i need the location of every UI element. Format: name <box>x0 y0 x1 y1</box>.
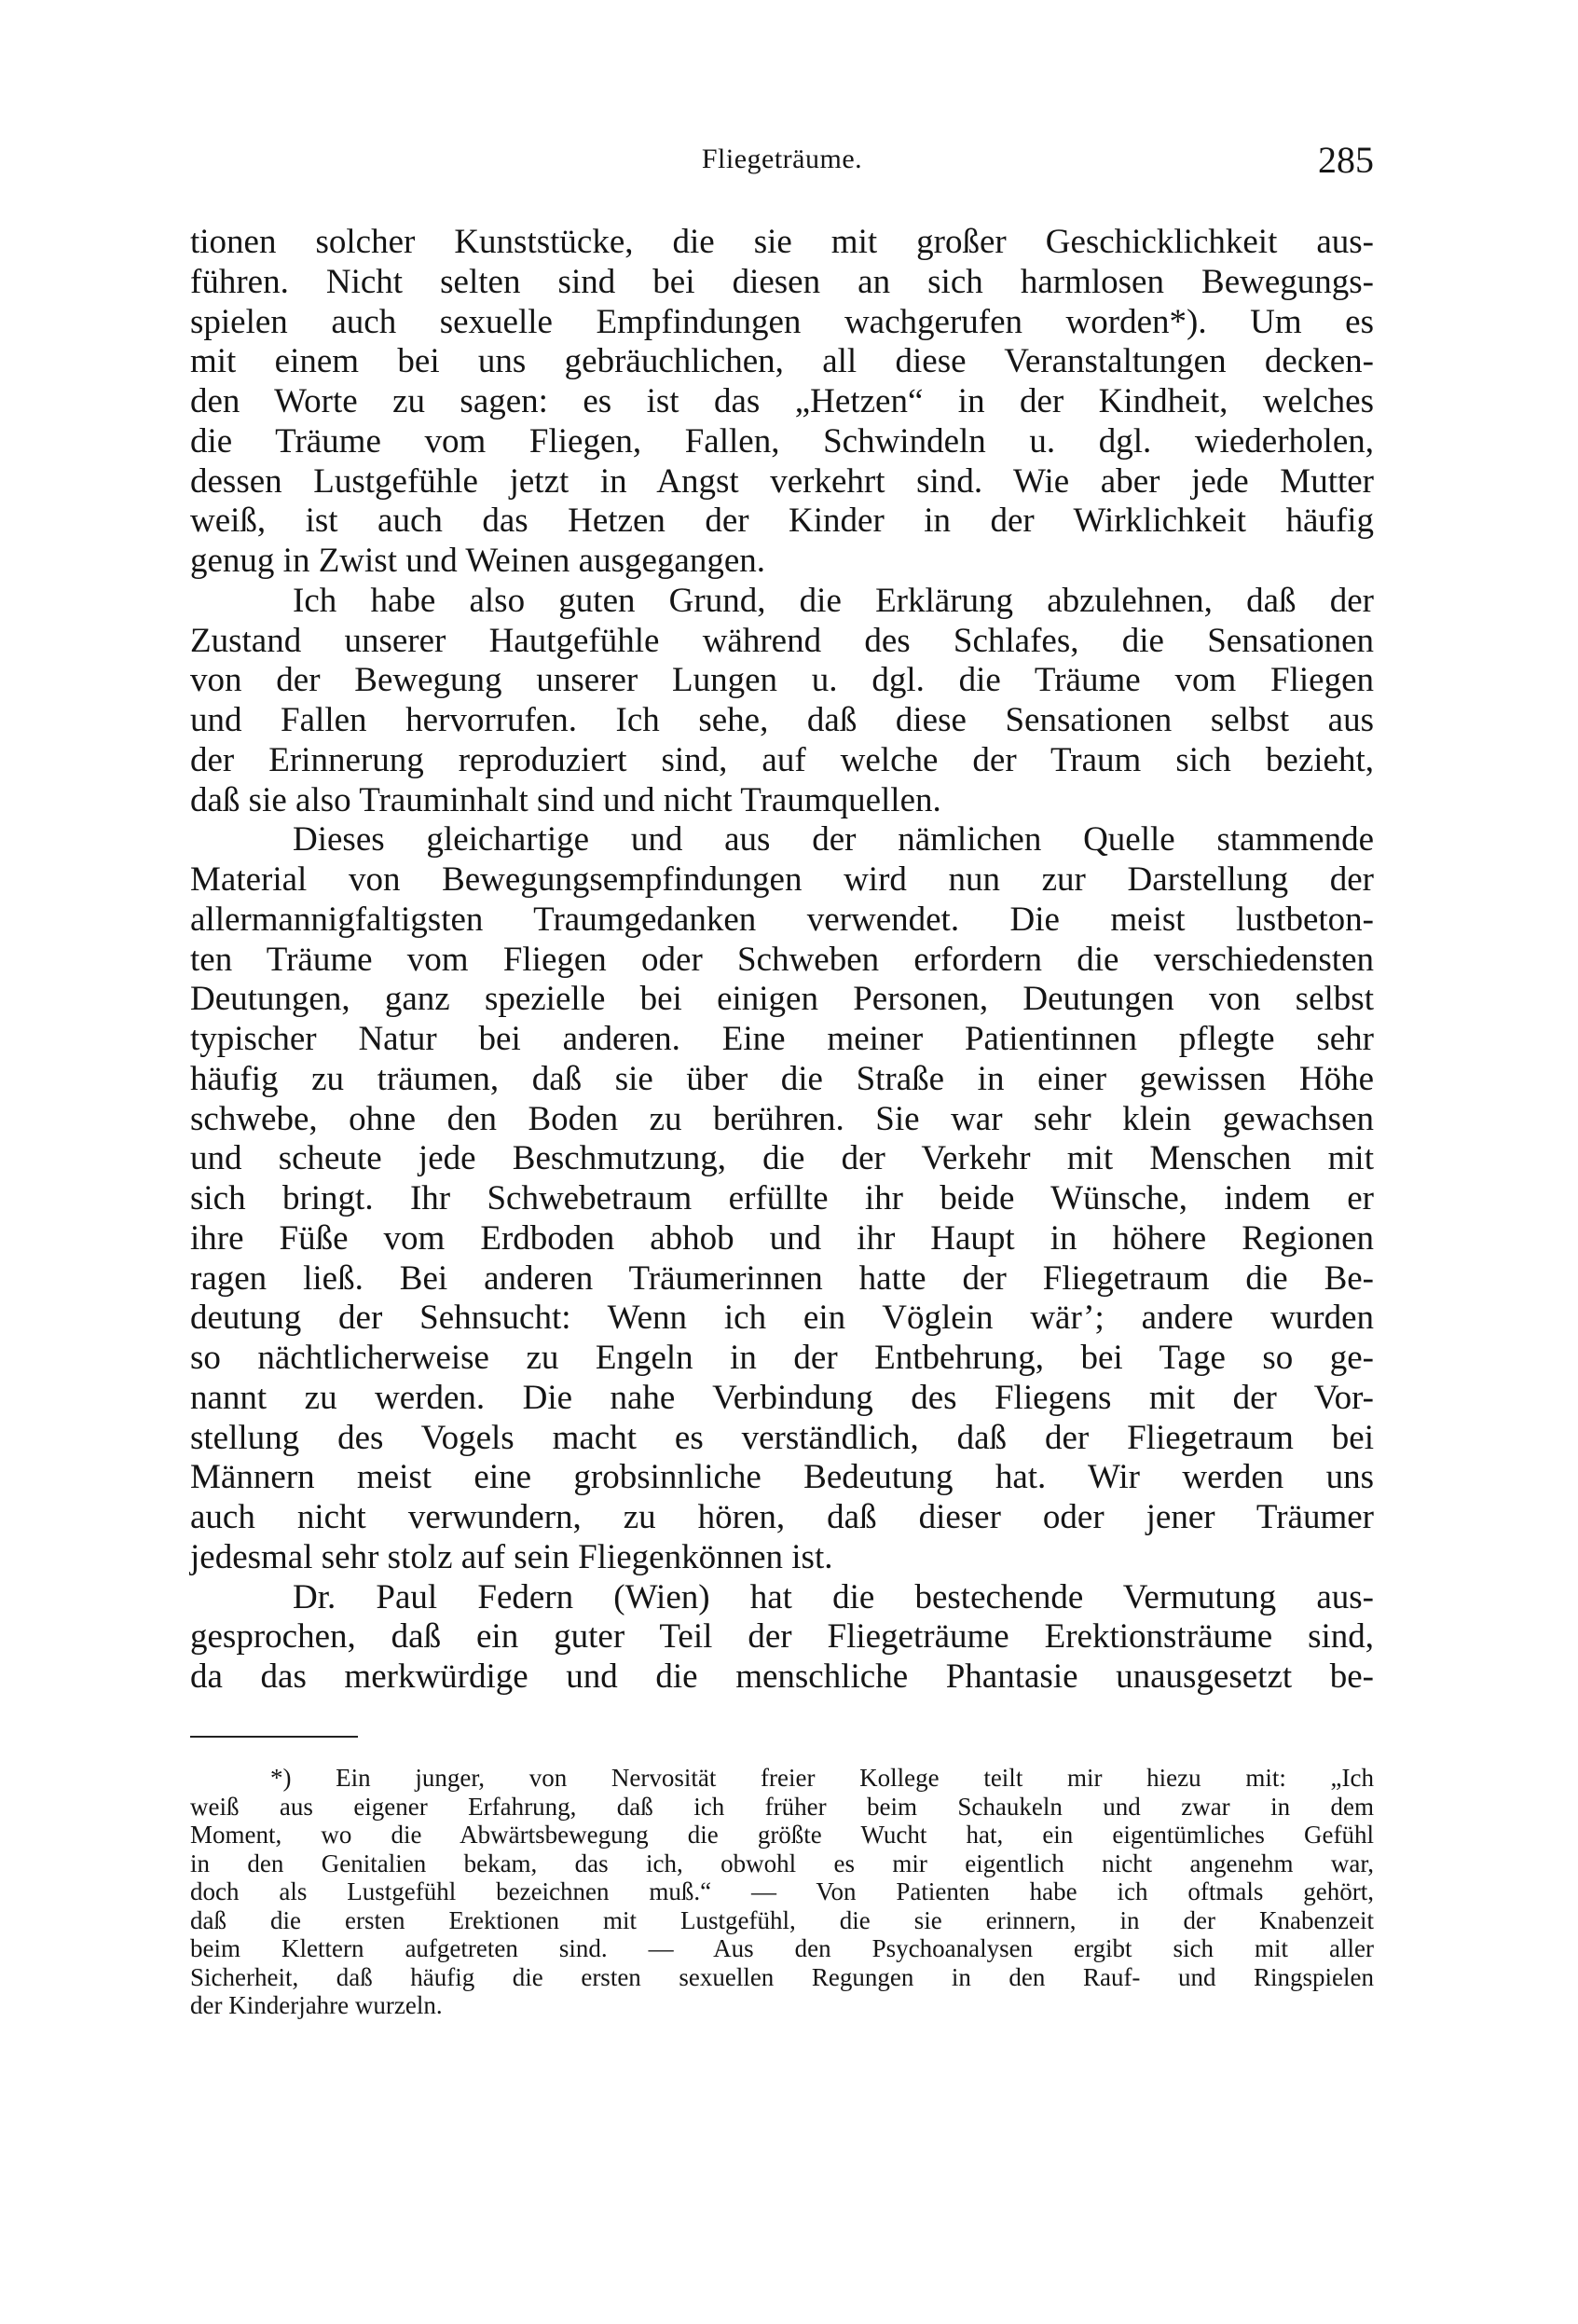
body-text-line: stellung des Vogels macht es verständlich, daß der Fliegetraum bei <box>190 1418 1374 1457</box>
body-text-line: den Worte zu sagen: es ist das „Hetzen“ in der Kindheit, welches <box>190 382 1374 420</box>
running-head <box>190 140 1374 181</box>
body-text-line: führen. Nicht selten sind bei diesen an sich harmlosen Bewegungs- <box>190 262 1374 301</box>
body-text-line: Ich habe also guten Grund, die Erklärung abzulehnen, daß der <box>293 581 1374 620</box>
body-text-line: Deutungen, ganz spezielle bei einigen Personen, Deutungen von selbst <box>190 980 1374 1019</box>
body-text-line: daß sie also Trauminhalt sind und nicht Traumquellen. <box>190 780 941 819</box>
body-text-line: und scheute jede Beschmutzung, die der Verkehr mit Menschen mit <box>190 1139 1374 1178</box>
footnote-line: in den Genitalien bekam, das ich, obwohl es mir eigentlich nicht angenehm war, <box>190 1849 1374 1877</box>
body-text-line: da das merkwürdige und die menschliche Phantasie unausgesetzt be- <box>190 1657 1374 1696</box>
footnote-line: doch als Lustgefühl bezeichnen muß.“ — Von Patienten habe ich oftmals gehört, <box>190 1877 1374 1905</box>
body-text-line: Zustand unserer Hautgefühle während des Schlafes, die Sensationen <box>190 621 1374 660</box>
body-text-line: auch nicht verwundern, zu hören, daß dieser oder jener Träumer <box>190 1498 1374 1536</box>
body-text-line: deutung der Sehnsucht: Wenn ich ein Vöglein wär’; andere wurden <box>190 1299 1374 1338</box>
footnote-line: weiß aus eigener Erfahrung, daß ich früher beim Schaukeln und zwar in dem <box>190 1792 1374 1821</box>
body-text-line: dessen Lustgefühle jetzt in Angst verkehrt sind. Wie aber jede Mutter <box>190 461 1374 501</box>
body-text-line: so nächtlicherweise zu Engeln in der Entbehrung, bei Tage so ge- <box>190 1339 1374 1377</box>
body-text-line: ihre Füße vom Erdboden abhob und ihr Haupt in höhere Regionen <box>190 1218 1374 1258</box>
footnote-line: Moment, wo die Abwärtsbewegung die größte Wucht hat, ein eigentümliches Gefühl <box>190 1821 1374 1849</box>
body-text-line: Männern meist eine grobsinnliche Bedeutung hat. Wir werden uns <box>190 1458 1374 1497</box>
body-text-line: jedesmal sehr stolz auf sein Fliegenkönnen ist. <box>190 1537 833 1576</box>
body-text-line: gesprochen, daß ein guter Teil der Fliegeträume Erektionsträume sind, <box>190 1617 1374 1657</box>
body-text-line: genug in Zwist und Weinen ausgegangen. <box>190 542 765 580</box>
page-number: 285 <box>1318 139 1374 181</box>
body-text-line: nannt zu werden. Die nahe Verbindung des Fliegens mit der Vor- <box>190 1378 1374 1417</box>
body-text-line: und Fallen hervorrufen. Ich sehe, daß diese Sensationen selbst aus <box>190 701 1374 739</box>
body-text-line: typischer Natur bei anderen. Eine meiner Patientinnen pflegte sehr <box>190 1020 1374 1058</box>
footnote-line: Sicherheit, daß häufig die ersten sexuellen Regungen in den Rauf- und Ringspielen <box>190 1962 1374 1991</box>
footnote-divider <box>190 1736 358 1738</box>
body-text-line: allermannigfaltigsten Traumgedanken verwendet. Die meist lustbeton- <box>190 900 1374 939</box>
body-text-line: weiß, ist auch das Hetzen der Kinder in der Wirklichkeit häufig <box>190 502 1374 541</box>
body-text-line: Dr. Paul Federn (Wien) hat die bestechende Vermutung aus- <box>293 1577 1374 1616</box>
running-title: Fliegeträume. <box>701 144 863 174</box>
footnote-line: daß die ersten Erektionen mit Lustgefühl, die sie erinnern, in der Knabenzeit <box>190 1905 1374 1934</box>
body-text-line: tionen solcher Kunststücke, die sie mit großer Geschicklichkeit aus- <box>190 223 1374 261</box>
footnote-line: der Kinderjahre wurzeln. <box>190 1991 443 2019</box>
body-text-line: spielen auch sexuelle Empfindungen wachgerufen worden*). Um es <box>190 302 1374 341</box>
body-text-line: von der Bewegung unserer Lungen u. dgl. die Träume vom Fliegen <box>190 661 1374 700</box>
footnote-line: beim Klettern aufgetreten sind. — Aus den Psychoanalysen ergibt sich mit aller <box>190 1934 1374 1962</box>
body-text-line: ragen ließ. Bei anderen Träumerinnen hatte der Fliegetraum die Be- <box>190 1258 1374 1298</box>
body-text-line: häufig zu träumen, daß sie über die Straße in einer gewissen Höhe <box>190 1059 1374 1098</box>
body-text-line: sich bringt. Ihr Schwebetraum erfüllte ihr beide Wünsche, indem er <box>190 1179 1374 1217</box>
body-text-line: schwebe, ohne den Boden zu berühren. Sie war sehr klein gewachsen <box>190 1099 1374 1138</box>
body-text-line: Material von Bewegungsempfindungen wird nun zur Darstellung der <box>190 860 1374 899</box>
body-text-line: mit einem bei uns gebräuchlichen, all diese Veranstaltungen decken- <box>190 342 1374 381</box>
body-text-line: die Träume vom Fliegen, Fallen, Schwindeln u. dgl. wiederholen, <box>190 421 1374 461</box>
footnote-line: *) Ein junger, von Nervosität freier Kollege teilt mir hiezu mit: „Ich <box>270 1764 1374 1792</box>
body-text-line: Dieses gleichartige und aus der nämlichen Quelle stammende <box>293 820 1374 859</box>
body-text-line: ten Träume vom Fliegen oder Schweben erfordern die verschiedensten <box>190 940 1374 979</box>
body-text-line: der Erinnerung reproduziert sind, auf welche der Traum sich bezieht, <box>190 740 1374 779</box>
